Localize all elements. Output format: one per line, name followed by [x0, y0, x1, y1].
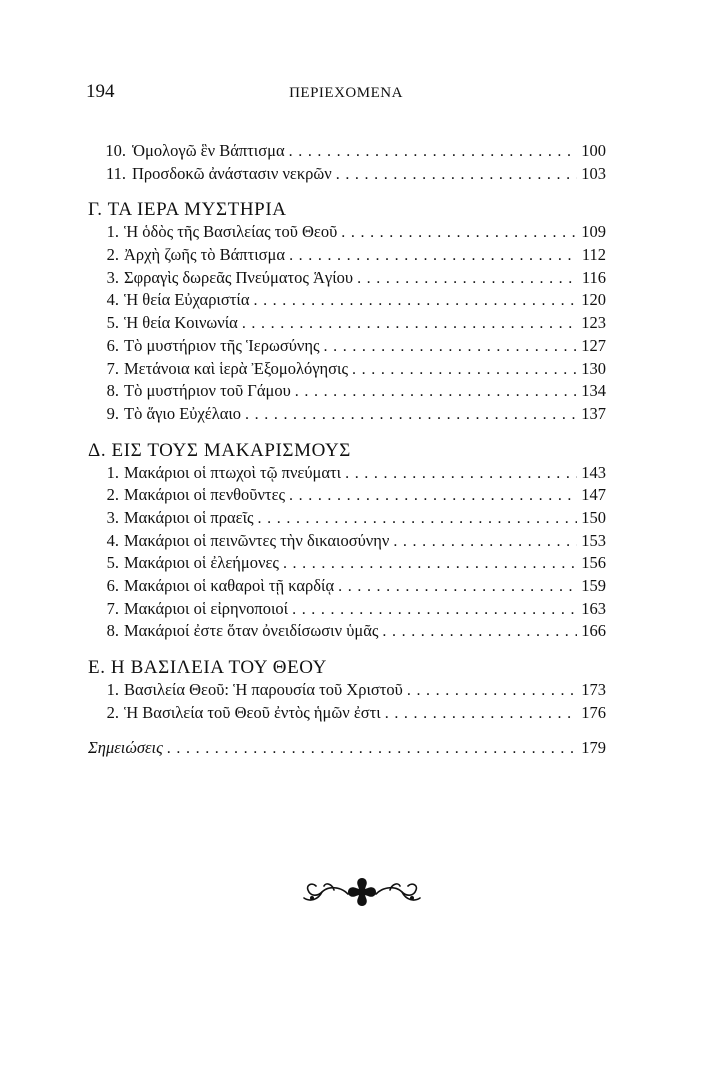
entry-title: Μακάριοι οἱ καθαροὶ τῇ καρδίᾳ: [124, 576, 335, 595]
toc-entry: [88, 335, 606, 358]
entry-number: 8.: [106, 381, 119, 401]
toc-section-kingdom: [88, 656, 606, 724]
entry-title: Ἀρχὴ ζωῆς τὸ Βάπτισμα: [124, 245, 286, 265]
toc-section-beatitudes: [88, 439, 606, 644]
entry-page: 150: [581, 507, 606, 527]
entry-title: Βασιλεία Θεοῦ: Ἡ παρουσία τοῦ Χριστοῦ: [124, 680, 403, 700]
toc-entry: [88, 403, 606, 426]
entry-number: 4.: [106, 290, 119, 310]
page-number: 194: [86, 81, 115, 102]
dot-leader: [289, 485, 577, 508]
dot-leader: [258, 508, 578, 531]
entry-number: 1.: [106, 680, 119, 700]
entry-title: Μακάριοι οἱ πενθοῦντες: [124, 485, 286, 505]
dot-leader: [407, 680, 577, 703]
entry-title: Μακάριοι οἱ εἰρηνοποιοί: [124, 598, 289, 618]
toc-entry: [88, 312, 606, 335]
toc-section-mysteries: [88, 198, 606, 425]
toc-entry: [88, 221, 606, 244]
entry-number: 10.: [105, 141, 126, 160]
dot-leader: [242, 313, 577, 336]
toc-section-notes: [88, 737, 606, 760]
dot-leader: [338, 576, 577, 599]
entry-number: 1.: [106, 462, 119, 482]
entry-page: 130: [581, 358, 606, 378]
entry-page: 159: [581, 576, 606, 595]
toc-section-continued: [88, 140, 606, 185]
entry-number: 5.: [106, 553, 119, 573]
entry-page: 137: [581, 403, 606, 423]
toc-entry: [88, 380, 606, 403]
section-heading: Ε. Η ΒΑΣΙΛΕΙΑ ΤΟΥ ΘΕΟΥ: [88, 657, 327, 679]
entry-title: Προσδοκῶ ἀνάστασιν νεκρῶν: [132, 163, 332, 183]
dot-leader: [393, 531, 577, 554]
entry-page: 112: [581, 245, 606, 265]
page-header: [86, 80, 606, 104]
dot-leader: [295, 381, 577, 404]
dot-leader: [352, 359, 577, 382]
section-heading: Γ. ΤΑ ΙΕΡΑ ΜΥΣΤΗΡΙΑ: [88, 199, 287, 221]
toc-entry: [88, 552, 606, 575]
toc-entry: [88, 530, 606, 553]
entry-page: 123: [581, 313, 606, 333]
dot-leader: [324, 336, 578, 359]
dot-leader: [336, 164, 578, 187]
dot-leader: [289, 245, 578, 268]
entry-number: 5.: [106, 313, 119, 333]
entry-number: 1.: [106, 222, 119, 242]
toc-entry: [88, 620, 606, 643]
entry-page: 120: [581, 290, 606, 310]
entry-title: Σφραγὶς δωρεᾶς Πνεύματος Ἁγίου: [124, 267, 354, 287]
entry-page: 103: [581, 163, 606, 183]
entry-number: 8.: [106, 621, 119, 641]
entry-title: Μακάριοι οἱ πεινῶντες τὴν δικαιοσύνην: [124, 530, 390, 550]
entry-title: Τὸ ἅγιο Εὐχέλαιο: [124, 403, 242, 423]
entry-title: Τὸ μυστήριον τοῦ Γάμου: [124, 381, 291, 401]
entry-number: 3.: [106, 267, 119, 287]
entry-number: 7.: [106, 358, 119, 378]
entry-page: 134: [581, 381, 606, 401]
table-of-contents: [88, 140, 606, 760]
entry-title: Ἡ ὁδὸς τῆς Βασιλείας τοῦ Θεοῦ: [124, 222, 338, 242]
entry-page: 127: [581, 335, 606, 355]
entry-title: Μετάνοια καὶ ἱερὰ Ἐξομολόγησις: [124, 358, 349, 378]
entry-number: 6.: [106, 576, 119, 595]
entry-page: 163: [581, 598, 606, 618]
entry-page: 116: [581, 267, 606, 287]
entry-number: 6.: [106, 335, 119, 355]
entry-title: Μακάριοι οἱ πραεῖς: [124, 507, 254, 527]
toc-entry: [88, 358, 606, 381]
entry-number: 4.: [106, 530, 119, 550]
dot-leader: [167, 738, 577, 761]
entry-title: Μακάριοι οἱ πτωχοὶ τῷ πνεύματι: [124, 462, 342, 482]
entry-page: 153: [581, 530, 606, 550]
toc-entry: [88, 702, 606, 725]
entry-title: Σημειώσεις: [88, 738, 163, 758]
entry-number: 7.: [106, 598, 119, 618]
entry-title: Ἡ θεία Κοινωνία: [124, 313, 238, 333]
entry-page: 173: [581, 680, 606, 700]
cross-flourish-icon: [298, 876, 426, 908]
section-heading: Δ. ΕΙΣ ΤΟΥΣ ΜΑΚΑΡΙΣΜΟΥΣ: [88, 439, 351, 461]
toc-entry: [88, 289, 606, 312]
entry-number: 3.: [106, 507, 119, 527]
toc-entry: [88, 598, 606, 621]
running-title: ΠΕΡΙΕΧΟΜΕΝΑ: [289, 85, 403, 101]
entry-page: 176: [581, 702, 606, 722]
toc-entry: [88, 679, 606, 702]
entry-number: 9.: [106, 403, 119, 423]
toc-entry: [88, 575, 606, 598]
dot-leader: [289, 141, 578, 164]
entry-number: 2.: [106, 702, 119, 722]
entry-page: 179: [581, 738, 606, 758]
entry-number: 11.: [105, 163, 126, 183]
dot-leader: [345, 463, 577, 486]
entry-title: Ὁμολογῶ ἓν Βάπτισμα: [132, 141, 285, 160]
toc-entry: [88, 462, 606, 485]
entry-title: Μακάριοι οἱ ἐλεήμονες: [124, 553, 279, 573]
toc-entry: [88, 484, 606, 507]
dot-leader: [382, 621, 577, 644]
entry-page: 143: [581, 462, 606, 482]
notes-entry: [88, 737, 606, 760]
toc-entry: [88, 163, 606, 186]
entry-page: 100: [581, 141, 606, 160]
dot-leader: [253, 290, 577, 313]
dot-leader: [341, 222, 577, 245]
dot-leader: [245, 404, 577, 427]
toc-entry: [88, 507, 606, 530]
toc-entry: [88, 267, 606, 290]
dot-leader: [385, 703, 578, 726]
dot-leader: [292, 599, 577, 622]
entry-page: 109: [581, 222, 606, 242]
toc-entry: [88, 140, 606, 163]
entry-title: Τὸ μυστήριον τῆς Ἱερωσύνης: [124, 335, 320, 355]
entry-page: 166: [581, 621, 606, 641]
dot-leader: [283, 553, 577, 576]
dot-leader: [357, 268, 578, 291]
toc-entry: [88, 244, 606, 267]
entry-page: 147: [581, 485, 606, 505]
entry-number: 2.: [106, 245, 119, 265]
entry-title: Ἡ Βασιλεία τοῦ Θεοῦ ἐντὸς ἡμῶν ἐστι: [124, 702, 381, 722]
entry-title: Μακάριοί ἐστε ὅταν ὀνειδίσωσιν ὑμᾶς: [124, 621, 379, 641]
entry-number: 2.: [106, 485, 119, 505]
entry-page: 156: [581, 553, 606, 573]
entry-title: Ἡ θεία Εὐχαριστία: [124, 290, 250, 310]
